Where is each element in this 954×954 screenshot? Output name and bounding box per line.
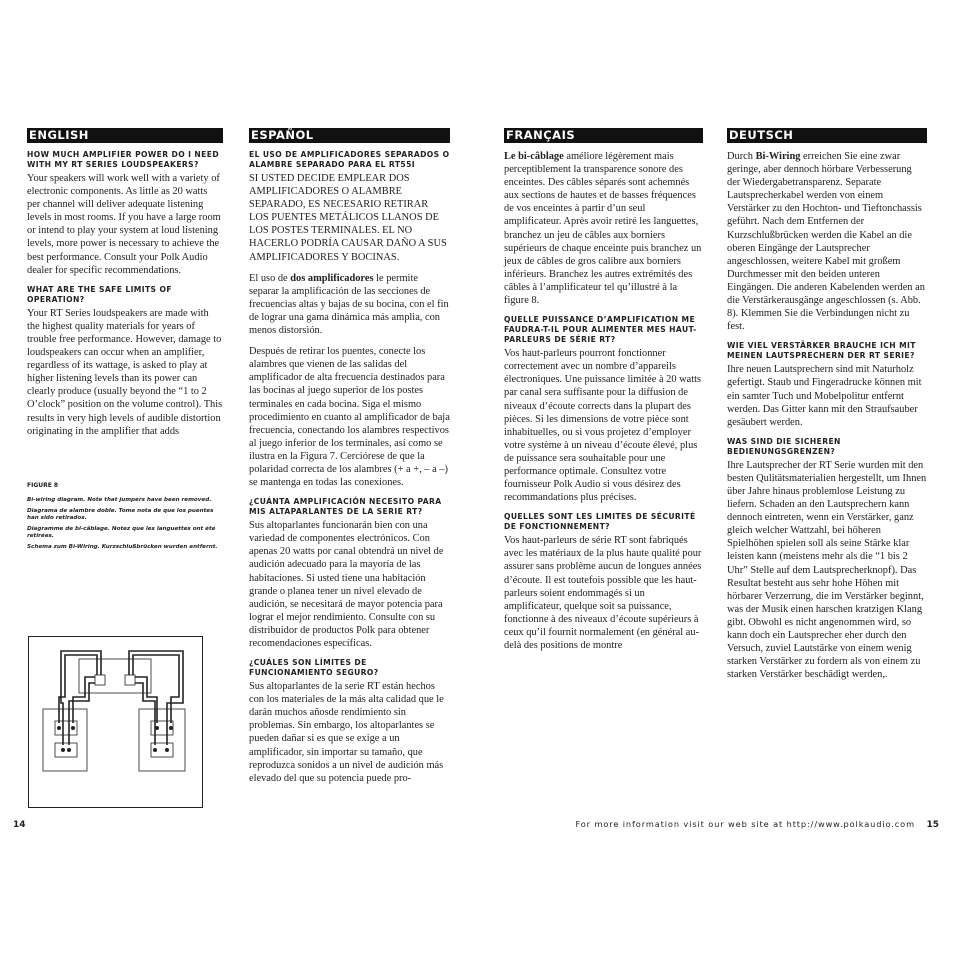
- spanish-column: [249, 128, 450, 785]
- page-number-right: 15: [926, 820, 939, 830]
- french-p1-bold: Le bi-câblage: [504, 151, 564, 162]
- french-paragraph-3: Vos haut-parleurs de série RT sont fabriqués avec les matériaux de la plus haute qualité pour assurer sans problème aucun de longues années d’écoute. Il est toutefois possible que les haut-parleurs soient endommagés si un amplificateur, quelque soit sa puissance, fonctionne à des niveaux d’écoute supérieurs à ceux qu’il fournit normalement (en général au-delà des positions de montre: [504, 535, 702, 651]
- spanish-paragraph-5: Sus altoparlantes de la serie RT están hechos con los materiales de la más alta calidad que le darán muchos añosde rendimiento sin problemas. Sin embargo, los altoparlantes se pueden dañar si es que se exige a un amplificador, sin importar su tamaño, que reproduzca sonidos a un nivel de audición más elevado del que su potencia puede pro-: [249, 681, 444, 784]
- spanish-p2-bold: dos amplificadores: [290, 272, 374, 284]
- page-number-left: 14: [13, 820, 26, 830]
- spanish-paragraph-4: Sus altoparlantes funcionarán bien con una variedad de componentes electrónicos. Con apenas 20 watts por canal obtendrá un nivel de audición adecuado para la mayoría de las habitaciones. Si usted tiene una habitación grande o planea tener un nivel elevado de audición, se necesitará de mayor potencia para lograr el mejor rendimiento. Consulte con su distribuidor de productos Polk para obtener recomendaciones específicas.: [249, 520, 444, 649]
- figure-caption-english: Bi-wiring diagram. Note that jumpers have been removed.: [27, 497, 212, 503]
- amplifier-shape: [79, 659, 151, 693]
- website-text: For more information visit our web site at http://www.polkaudio.com: [575, 819, 915, 829]
- figure-captions: [27, 482, 223, 555]
- english-column: [27, 128, 223, 438]
- german-paragraph-3: Ihre Lautsprecher der RT Serie wurden mit den besten Qulitätsmaterialien hergestellt, um Ihnen über Jahre hinaus problemlose Leistung zu liefern. Schaden an den Lautsprechern kann dennoch eintreten, wenn ein Verstärker, ganz gleich welcher Wattzahl, bei höheren Spielhöhen spielen soll als seine Stärke klar leisten kann (meistens mehr als die “1 bis 2 Uhr” Stelle auf dem Lautsprecherknopf). Das Resultat besteht aus sehr hohe Höhen mit hörbarer Verzerrung, die im Verstärker beginnt, was der Musik einen harschen kratzigen Klang gibt. Obwohl es nicht angenommen wird, so kann doch ein Lautsprecher eher durch den Versuch, zuviel Lautstärke von einem wenig starken Verstärker zu fordern als von einem zu starken Verstärker beschädigt werden,.: [727, 459, 927, 681]
- french-question-2: QUELLES SONT LES LIMITES DE SÉCURITÉ DE FONCTIONNEMENT?: [504, 512, 696, 532]
- spanish-heading: ESPAÑOL: [249, 128, 450, 143]
- german-heading: DEUTSCH: [727, 128, 927, 143]
- spanish-paragraph-1: SI USTED DECIDE EMPLEAR DOS AMPLIFICADORES O ALAMBRE SEPARADO, ES NECESARIO RETIRAR LOS PUENTES METÁLICOS LLANOS DE LOS POSTES TERMINALES. EL NO HACERLO PODRÍA CAUSAR DAÑO A SUS AMPLIFICADORES Y BOCINAS.: [249, 173, 447, 263]
- french-paragraph-1: [504, 150, 703, 307]
- bi-wiring-diagram: [28, 636, 203, 808]
- spanish-question-1: EL USO DE AMPLIFICADORES SEPARADOS O ALAMBRE SEPARADO PARA EL RT55I: [249, 150, 450, 169]
- german-question-1: WIE VIEL VERSTÄRKER BRAUCHE ICH MIT MEINEN LAUTSPRECHERN DER RT SERIE?: [727, 341, 916, 361]
- english-question-1: HOW MUCH AMPLIFIER POWER DO I NEED WITH MY RT SERIES LOUDSPEAKERS?: [27, 150, 220, 169]
- german-p1-rest: erreichen Sie eine zwar geringe, aber dennoch hörbare Verbesserung der Wiedergabetransparenz. Separate Lautsprecherkabel werden von einem Verstärker zu den Hochton- und Tieftonchassis geführt. Nach dem Entfernen der Kurzschlußbrücken werden die Kabel an die oberen Eingänge der Lautsprecher angeschlossen, weitere Kabel mit großem Durchmesser mit den beiden unteren Eingängen. Die anderen Kabelenden werden an die Verstärkerausgänge angeschlossen (s. Abb. 8). Klemmen Sie die Verbindungen nicht zu fest.: [727, 151, 925, 333]
- german-p1-bold: Bi-Wiring: [755, 151, 801, 162]
- figure-caption-french: Diagramme de bi-câblage. Notez que les languettes ont été retirées.: [27, 526, 216, 539]
- left-speaker-shape: [43, 709, 87, 771]
- spanish-p2-intro: El uso de: [249, 272, 291, 284]
- english-paragraph-1: Your speakers will work well with a variety of electronic components. As little as 20 watts per channel will deliver adequate listening levels in most rooms. If you have a large room or intend to play your system at loud listening levels, more power is necessary to achieve the best performance. Consult your Polk Audio dealer for specific recommendations.: [27, 173, 221, 276]
- german-p1-intro: Durch: [727, 151, 756, 162]
- spanish-question-3: ¿CUÁLES SON LÍMITES DE FUNCIONAMIENTO SEGURO?: [249, 658, 379, 678]
- french-question-1: QUELLE PUISSANCE D’AMPLIFICATION ME FAUDRA-T-IL POUR ALIMENTER MES HAUT-PARLEURS DE SÉRIE RT?: [504, 315, 697, 345]
- figure-caption-spanish: Diagrama de alambre doble. Tome nota de que los puentes han sido retirados.: [27, 508, 214, 521]
- bi-wiring-diagram-drawing: [29, 637, 202, 807]
- spanish-question-2: ¿CUÁNTA AMPLIFICACIÓN NECESITO PARA MIS ALTAPARLANTES DE LA SERIE RT?: [249, 497, 442, 517]
- right-speaker-shape: [139, 709, 185, 771]
- german-paragraph-1: [727, 150, 927, 333]
- figure-caption-german: Schema zum Bi-Wiring. Kurzschlußbrücken wurden entfernt.: [27, 544, 218, 550]
- french-heading: FRANÇAIS: [504, 128, 703, 143]
- german-paragraph-2: Ihre neuen Lautsprechern sind mit Naturholz gefertigt. Staub und Fingeradrucke können mit ein samter Tuch und Mobelpolitur entfernt werden. Das Gitter kann mit den Straufsauber gesäubert werden.: [727, 364, 922, 428]
- spanish-paragraph-2: [249, 272, 450, 337]
- german-column: [727, 128, 927, 681]
- german-question-2: WAS SIND DIE SICHEREN BEDIENUNGSGRENZEN?: [727, 436, 841, 456]
- spanish-p2-rest: le permite separar la amplificación de las secciones de frecuencias altas y bajas de su bocina, con el fin de lograr una gama dinámica más amplia, con menos distorsión.: [249, 272, 449, 337]
- figure-label: FIGURE 8: [27, 482, 59, 489]
- french-column: [504, 128, 703, 652]
- footer-website: [575, 819, 939, 830]
- spanish-paragraph-3: Después de retirar los puentes, conecte los alambres que vienen de las salidas del amplificador de alta frecuencia destinados para las bocinas al juego superior de los postes terminales en cada bocina. Siga el mismo procedimiento en cuanto al amplificador de baja frecuencia, conectando los alambres respectivos al juego inferior de los terminales, así como se ilustra en la Figura 7. Cerciórese de que la polaridad correcta de los alambres (+ a +, – a –) se mantenga en todas las conexiones.: [249, 346, 450, 489]
- english-heading: ENGLISH: [27, 128, 223, 143]
- french-p1-rest: améliore légèrement mais perceptiblement la transparence sonore des enceintes. Des câbles séparés sont achemnés aux sections de hautes et de basses fréquences de vos enceintes à partir d’un seul amplificateur. Après avoir retiré les languettes, branchez un jeu de câbles aux borniers supérieurs de chaque enceinte puis branchez un jeux de câbles de gros calibre aux borniers inférieurs. Branchez les autres extrémités des câbles à l’amplificateur tel qu’illustré à la figure 8.: [504, 151, 702, 307]
- english-paragraph-2: Your RT Series loudspeakers are made with the highest quality materials for years of trouble free performance. However, damage to loudspeakers can occur when an amplifier, regardless of its wattage, is asked to play at higher listening levels than its power can clearly produce (usually beyond the “1 to 2 O’clock” position on the volume control). This results in very high levels of audible distortion originating in the amplifier that adds: [27, 307, 223, 437]
- french-paragraph-2: Vos haut-parleurs pourront fonctionner correctement avec un nombre d’appareils électroniques. Une puissance limitée à 20 watts par canal sera suffisante pour la diffusion de niveaux d’écoute corrects dans la plupart des pièces. Si les dimensions de votre pièce sont inhabituelles, ou si vous projetez d’employer votre système à un niveau d’écoute élevé, plus de puissance sera souhaitable pour une performance optimale. Consultez votre fournisseur Polk Audio si vous désirez des recommandations plus précises.: [504, 348, 702, 504]
- english-question-2: WHAT ARE THE SAFE LIMITS OF OPERATION?: [27, 284, 172, 304]
